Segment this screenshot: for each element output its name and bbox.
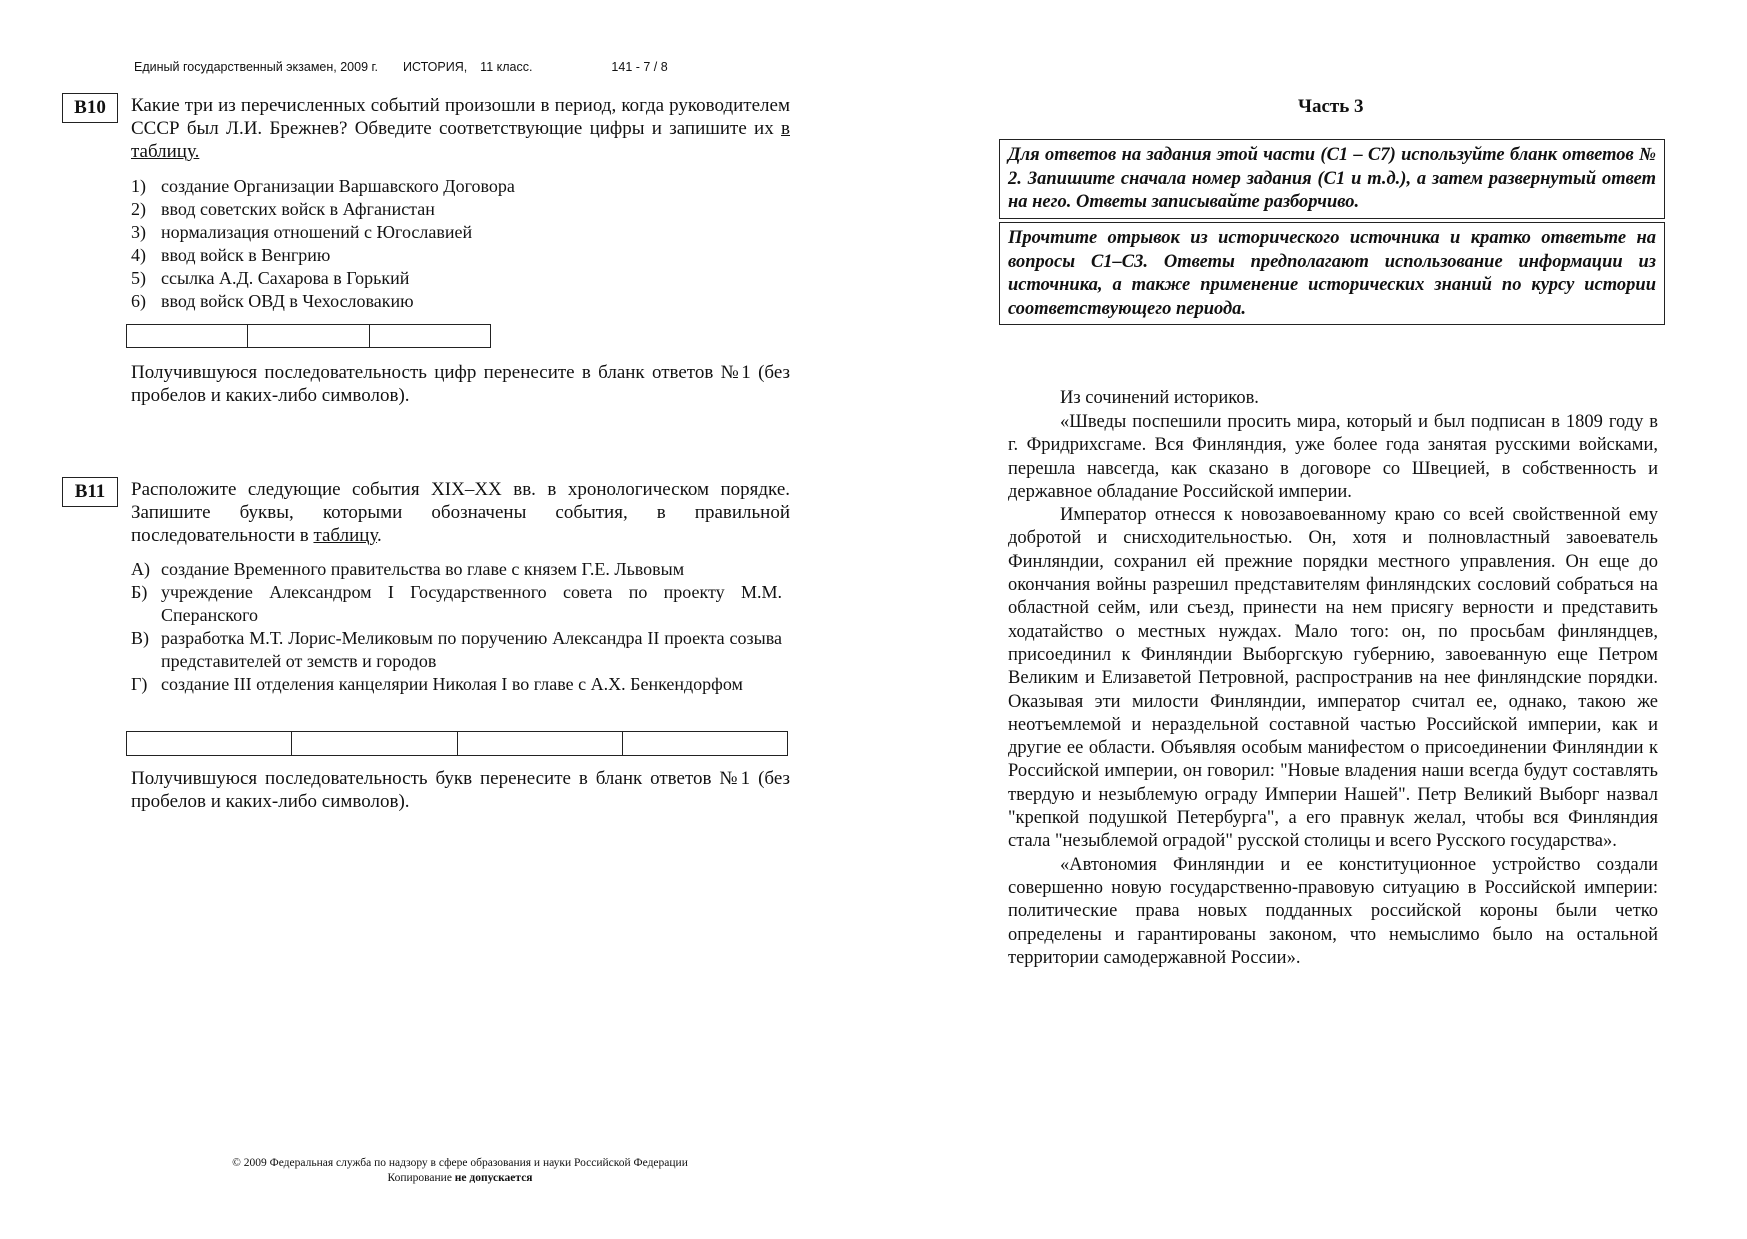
answer-cell-3[interactable]	[370, 325, 490, 347]
answer-cell-1[interactable]	[127, 325, 248, 347]
b11-answer-grid	[126, 731, 788, 756]
copyright-footer	[170, 1156, 750, 1186]
task-label-b11: B11	[62, 477, 118, 507]
b11-question-end: .	[377, 525, 382, 546]
item-text: учреждение Александром I Государственного совета по проекту М.М. Сперанского	[161, 582, 782, 625]
item-letter: В)	[131, 628, 149, 648]
b11-question-text: Расположите следующие события XIX–XX вв. в хронологическом порядке. Запишите буквы, которыми обозначены события, в правильной последовательности в	[131, 479, 790, 546]
copy-notice	[170, 1171, 750, 1186]
grade-label: 11 класс.	[480, 60, 533, 74]
b10-instruction: Получившуюся последовательность цифр перенесите в бланк ответов №1 (без пробелов и каких-либо символов).	[131, 362, 790, 406]
source-paragraph-3: «Автономия Финляндии и ее конституционное устройство создали совершенно новую государственно-правовую ситуацию в Российской империи: политические права новых подданных российской короны были четко определены и гарантированы законом, что немыслимо было на остальной территории самодержавной России».	[1008, 854, 1658, 968]
item-text: нормализация отношений с Югославией	[161, 222, 473, 242]
task-label-b10: B10	[62, 93, 118, 123]
b11-table-link: таблицу	[313, 525, 378, 546]
part-title: Часть 3	[1298, 96, 1364, 117]
subject-name: ИСТОРИЯ,	[402, 60, 468, 74]
b11-item-g	[131, 673, 782, 719]
copy-notice-bold: не допускается	[454, 1172, 533, 1184]
source-paragraph-2: Император отнесся к новозавоеванному краю со всей свойственной ему добротой и снисходительностью. Он, хотя и полновластный завоеватель Финляндии, сохранил ей прежние порядки местного управления. Он еще до окончания войны разрешил представителям финляндских сословий собраться на областной сейм, или съезд, принести на нем присягу верности и представить ходатайство о местных нуждах. Мало того: он, по просьбам финляндцев, присоединил к Финляндии Выборгскую губернию, завоеванную еще Петром Великим и Елизаветой Петровной, распространив на нее финляндские порядки. Оказывая эти милости Финляндии, император считал ее, однако, такою же неотъемлемой и нераздельной составной частью Российской империи, как и другие ее области. Объявляя особым манифестом о присоединении Финляндии к Российской империи, он говорил: "Новые владения наши всегда будут составлять твердую и незыблемую ограду Империи Нашей". Петр Великий Выборг назвал "крепкой подушкой Петербурга", а его правнук желал, чтобы вся Финляндия стала "незыблемой оградой" русской столицы и всего Русского государства».	[1008, 505, 1658, 852]
item-text: ввод войск ОВД в Чехословакию	[161, 291, 414, 311]
b10-question-text: Какие три из перечисленных событий произошли в период, когда руководителем СССР был Л.И. Брежнев? Обведите соответствующие цифры и запишите их	[131, 95, 790, 139]
item-text: ввод войск в Венгрию	[161, 245, 331, 265]
item-number: 4)	[131, 245, 146, 265]
b11-item-b	[131, 581, 782, 627]
item-number: 5)	[131, 268, 146, 288]
item-text: ввод советских войск в Афганистан	[161, 199, 435, 219]
copy-notice-text: Копирование	[387, 1172, 455, 1184]
answer-cell-1[interactable]	[127, 732, 292, 755]
b11-instruction: Получившуюся последовательность букв перенесите в бланк ответов №1 (без пробелов и каких-либо символов).	[131, 768, 790, 812]
source-paragraph-1: «Шведы поспешили просить мира, который и был подписан в 1809 году в г. Фридрихсгаме. Вся Финляндия, уже более года занятая русскими войсками, перешла навсегда, как сказано в договоре со Швецией, в собственность и державное обладание Российской империи.	[1008, 412, 1658, 502]
exam-title: Единый государственный экзамен, 2009 г.	[134, 60, 379, 74]
source-title: Из сочинений историков.	[1060, 388, 1259, 408]
page-header	[134, 60, 668, 74]
b10-table-link: в таблицу.	[131, 118, 790, 162]
answer-cell-4[interactable]	[623, 732, 787, 755]
answer-cell-2[interactable]	[292, 732, 457, 755]
item-letter: А)	[131, 559, 150, 579]
answer-cell-3[interactable]	[458, 732, 623, 755]
item-text: разработка М.Т. Лорис-Меликовым по поручению Александра II проекта созыва представителей от земств и городов	[161, 628, 782, 671]
item-text: создание Организации Варшавского Договора	[161, 176, 515, 196]
item-letter: Б)	[131, 582, 148, 602]
item-number: 3)	[131, 222, 146, 242]
item-letter: Г)	[131, 674, 148, 694]
copyright-line: © 2009 Федеральная служба по надзору в сфере образования и науки Российской Федерации	[232, 1157, 688, 1169]
item-text: создание Временного правительства во главе с князем Г.Е. Львовым	[161, 559, 685, 579]
item-number: 6)	[131, 291, 146, 311]
b11-item-v	[131, 627, 782, 673]
answer-cell-2[interactable]	[248, 325, 369, 347]
item-text: создание III отделения канцелярии Николая I во главе с А.Х. Бенкендорфом	[161, 674, 743, 694]
instructions-box: Для ответов на задания этой части (С1 – С7) используйте бланк ответов № 2. Запишите сначала номер задания (С1 и т.д.), а затем развернутый ответ на него. Ответы записывайте разборчиво.	[999, 139, 1665, 219]
source-instructions-box: Прочтите отрывок из исторического источника и кратко ответьте на вопросы С1–С3. Ответы предполагают использование информации из источника, а также применение исторических знаний по курсу истории соответствующего периода.	[999, 222, 1665, 325]
item-text: ссылка А.Д. Сахарова в Горький	[161, 268, 410, 288]
b10-answer-grid	[126, 324, 491, 348]
b11-question	[131, 478, 790, 547]
b10-question	[131, 94, 790, 163]
source-text	[1008, 411, 1658, 970]
item-number: 1)	[131, 176, 146, 196]
page-number: 141 - 7 / 8	[611, 60, 668, 74]
item-number: 2)	[131, 199, 146, 219]
